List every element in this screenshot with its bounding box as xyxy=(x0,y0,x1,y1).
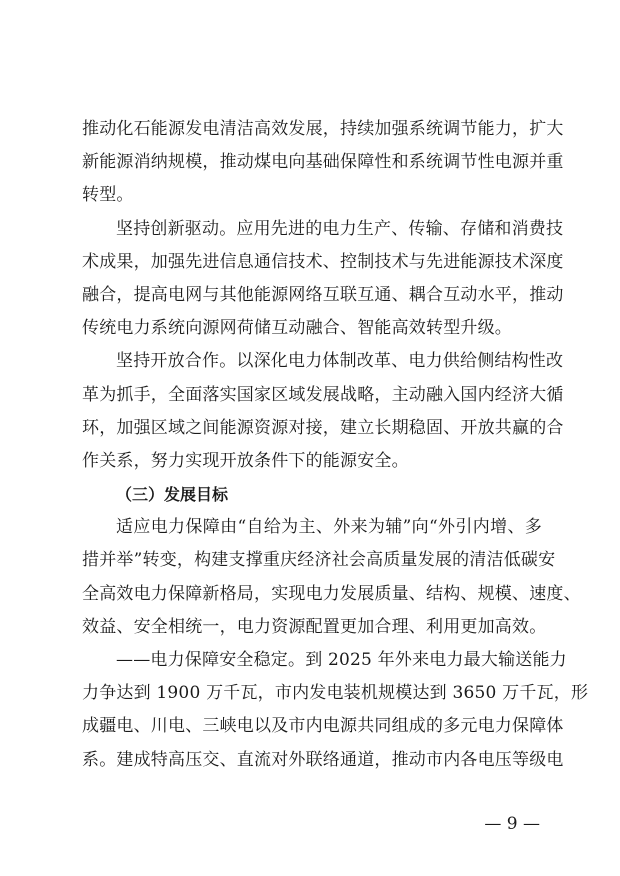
paragraph-line: 转型。 xyxy=(82,185,134,206)
paragraph-line: 术成果，加强先进信息通信技术、控制技术与先进能源技术深度 xyxy=(82,251,564,272)
paragraph-line: 效益、安全相统一，电力资源配置更加合理、利用更加高效。 xyxy=(82,616,547,637)
paragraph-line: 成疆电、川电、三峡电以及市内电源共同组成的多元电力保障体 xyxy=(82,716,564,737)
paragraph-line: 系。建成特高压交、直流对外联络通道，推动市内各电压等级电 xyxy=(82,749,564,770)
paragraph-line: 新能源消纳规模，推动煤电向基础保障性和系统调节性电源并重 xyxy=(82,152,564,173)
paragraph-line: 推动化石能源发电清洁高效发展，持续加强系统调节能力，扩大 xyxy=(82,119,564,139)
paragraph-line: 全高效电力保障新格局，实现电力发展质量、结构、规模、速度、 xyxy=(82,583,581,604)
paragraph-line: 融合，提高电网与其他能源网络互联互通、耦合互动水平，推动 xyxy=(82,284,564,305)
section-heading: （三）发展目标 xyxy=(116,485,229,505)
paragraph-line: 力争达到 1900 万千瓦，市内发电装机规模达到 3650 万千瓦，形 xyxy=(82,683,589,704)
paragraph-line: ——电力保障安全稳定。到 2025 年外来电力最大输送能力 xyxy=(116,650,567,670)
paragraph-line: 革为抓手，全面落实国家区域发展战略，主动融入国内经济大循 xyxy=(82,384,564,405)
paragraph-line: 传统电力系统向源网荷储互动融合、智能高效转型升级。 xyxy=(82,318,512,339)
paragraph-line: 坚持开放合作。以深化电力体制改革、电力供给侧结构性改 xyxy=(116,351,564,372)
body-text xyxy=(82,113,589,777)
paragraph-line: 环，加强区域之间能源资源对接，建立长期稳固、开放共赢的合 xyxy=(82,417,564,438)
paragraph-line: 适应电力保障由“自给为主、外来为辅”向“外引内增、多 xyxy=(116,517,542,538)
page-number: — 9 — xyxy=(484,814,540,834)
paragraph-line: 坚持创新驱动。应用先进的电力生产、传输、存储和消费技 xyxy=(116,218,564,239)
paragraph-line: 措并举”转变，构建支撑重庆经济社会高质量发展的清洁低碳安 xyxy=(82,550,556,571)
paragraph-line: 作关系，努力实现开放条件下的能源安全。 xyxy=(82,450,409,471)
